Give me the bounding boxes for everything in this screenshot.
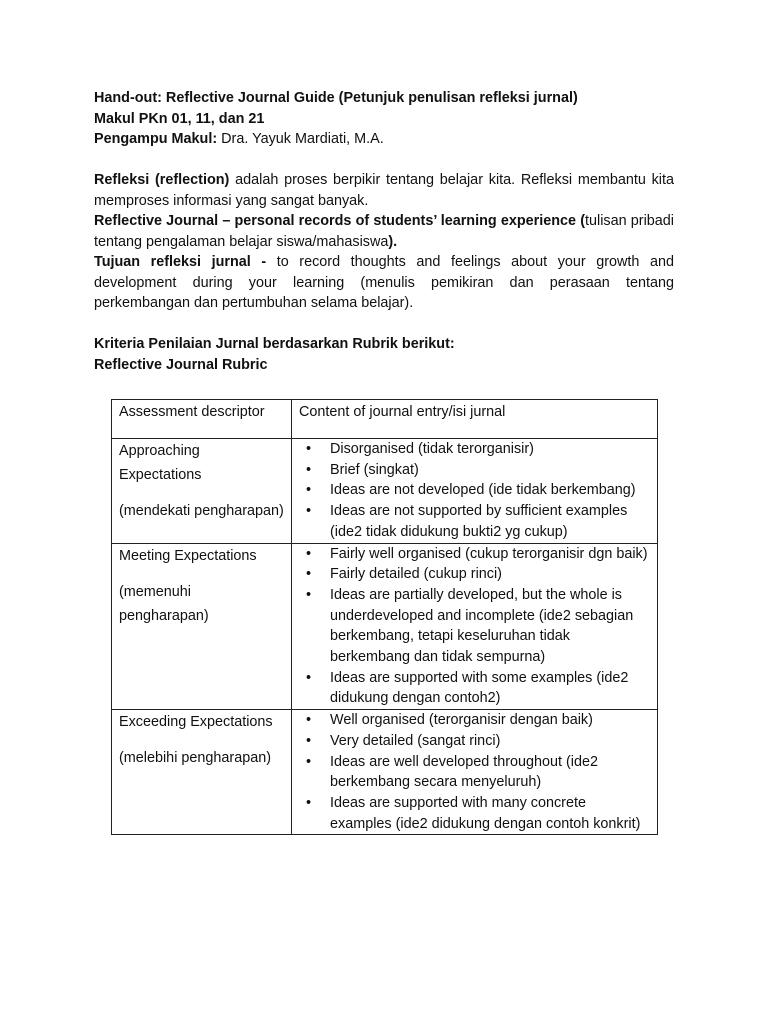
criteria-item: • Brief (singkat): [330, 460, 650, 481]
criteria-list: [299, 710, 650, 834]
criteria-list: [299, 544, 650, 710]
rubric-row-meeting: [112, 543, 658, 710]
rubric-header-row: [112, 400, 658, 439]
criteria-list: [299, 439, 650, 543]
lecturer-line: [94, 129, 674, 150]
level-name: Meeting Expectations: [119, 547, 257, 564]
course-line: Makul PKn 01, 11, dan 21: [94, 110, 265, 127]
descriptor-cell: [112, 439, 292, 544]
descriptor-cell: [112, 710, 292, 835]
rubric-table: [111, 399, 658, 835]
level-name: Approaching Expectations: [119, 443, 202, 483]
criteria-heading: Kriteria Penilaian Jurnal berdasarkan Rubrik berikut:: [94, 336, 455, 352]
journal-close: ).: [388, 233, 398, 250]
criteria-item: • Well organised (terorganisir dengan baik): [330, 710, 650, 731]
level-translation: (melebihi pengharapan): [119, 750, 272, 767]
criteria-item: • Ideas are supported with many concrete examples (ide2 didukung dengan contoh konkrit): [330, 793, 650, 834]
reflection-text: adalah proses berpikir tentang belajar kita. Refleksi membantu kita memproses informasi yang sangat banyak.: [94, 172, 675, 209]
level-name: Exceeding Expectations: [119, 714, 273, 731]
rubric-title: Reflective Journal Rubric: [94, 356, 268, 373]
content-cell: [292, 543, 658, 710]
journal-term: Reflective Journal – personal records of students’ learning experience (: [94, 213, 586, 229]
level-translation: (mendekati pengharapan): [119, 503, 284, 519]
lecturer-name: Dra. Yayuk Mardiati, M.A.: [221, 131, 384, 147]
criteria-item: • Ideas are well developed throughout (ide2 berkembang secara menyeluruh): [330, 752, 650, 793]
reflection-definition: [94, 170, 674, 211]
rubric-row-exceeding: [112, 710, 658, 835]
criteria-item: • Very detailed (sangat rinci): [330, 731, 650, 752]
lecturer-label: Pengampu Makul:: [94, 131, 218, 147]
criteria-item: • Disorganised (tidak terorganisir): [330, 439, 650, 460]
purpose-term: Tujuan refleksi jurnal -: [94, 254, 267, 270]
level-translation: (memenuhi pengharapan): [119, 583, 209, 624]
criteria-item: • Fairly well organised (cukup terorganisir dgn baik): [330, 544, 650, 565]
criteria-item: • Ideas are not supported by sufficient examples (ide2 tidak didukung bukti2 yg cukup): [330, 501, 650, 542]
header-content: Content of journal entry/isi jurnal: [292, 400, 658, 439]
journal-definition: [94, 211, 674, 252]
reflection-term: Refleksi (reflection): [94, 172, 230, 188]
criteria-item: • Fairly detailed (cukup rinci): [330, 564, 650, 585]
purpose-definition: [94, 252, 674, 314]
content-cell: [292, 710, 658, 835]
descriptor-cell: [112, 543, 292, 710]
criteria-item: • Ideas are partially developed, but the whole is underdeveloped and incomplete (ide2 sebagian berkembang, tetapi keseluruhan tidak berkembang dan tidak sempurna): [330, 585, 650, 668]
criteria-item: • Ideas are not developed (ide tidak berkembang): [330, 480, 650, 501]
handout-title: Hand-out: Reflective Journal Guide (Petunjuk penulisan refleksi jurnal): [94, 90, 578, 106]
rubric-row-approaching: [112, 439, 658, 544]
purpose-text: to record thoughts and feelings about your growth and development during your learning (menulis pemikiran dan perasaan tentang perkembangan dan pertumbuhan selama belajar).: [94, 254, 675, 311]
criteria-item: • Ideas are supported with some examples (ide2 didukung dengan contoh2): [330, 668, 650, 709]
journal-text: tulisan pribadi tentang pengalaman belajar siswa/mahasiswa: [94, 213, 675, 250]
content-cell: [292, 439, 658, 544]
header-descriptor: Assessment descriptor: [112, 400, 292, 439]
